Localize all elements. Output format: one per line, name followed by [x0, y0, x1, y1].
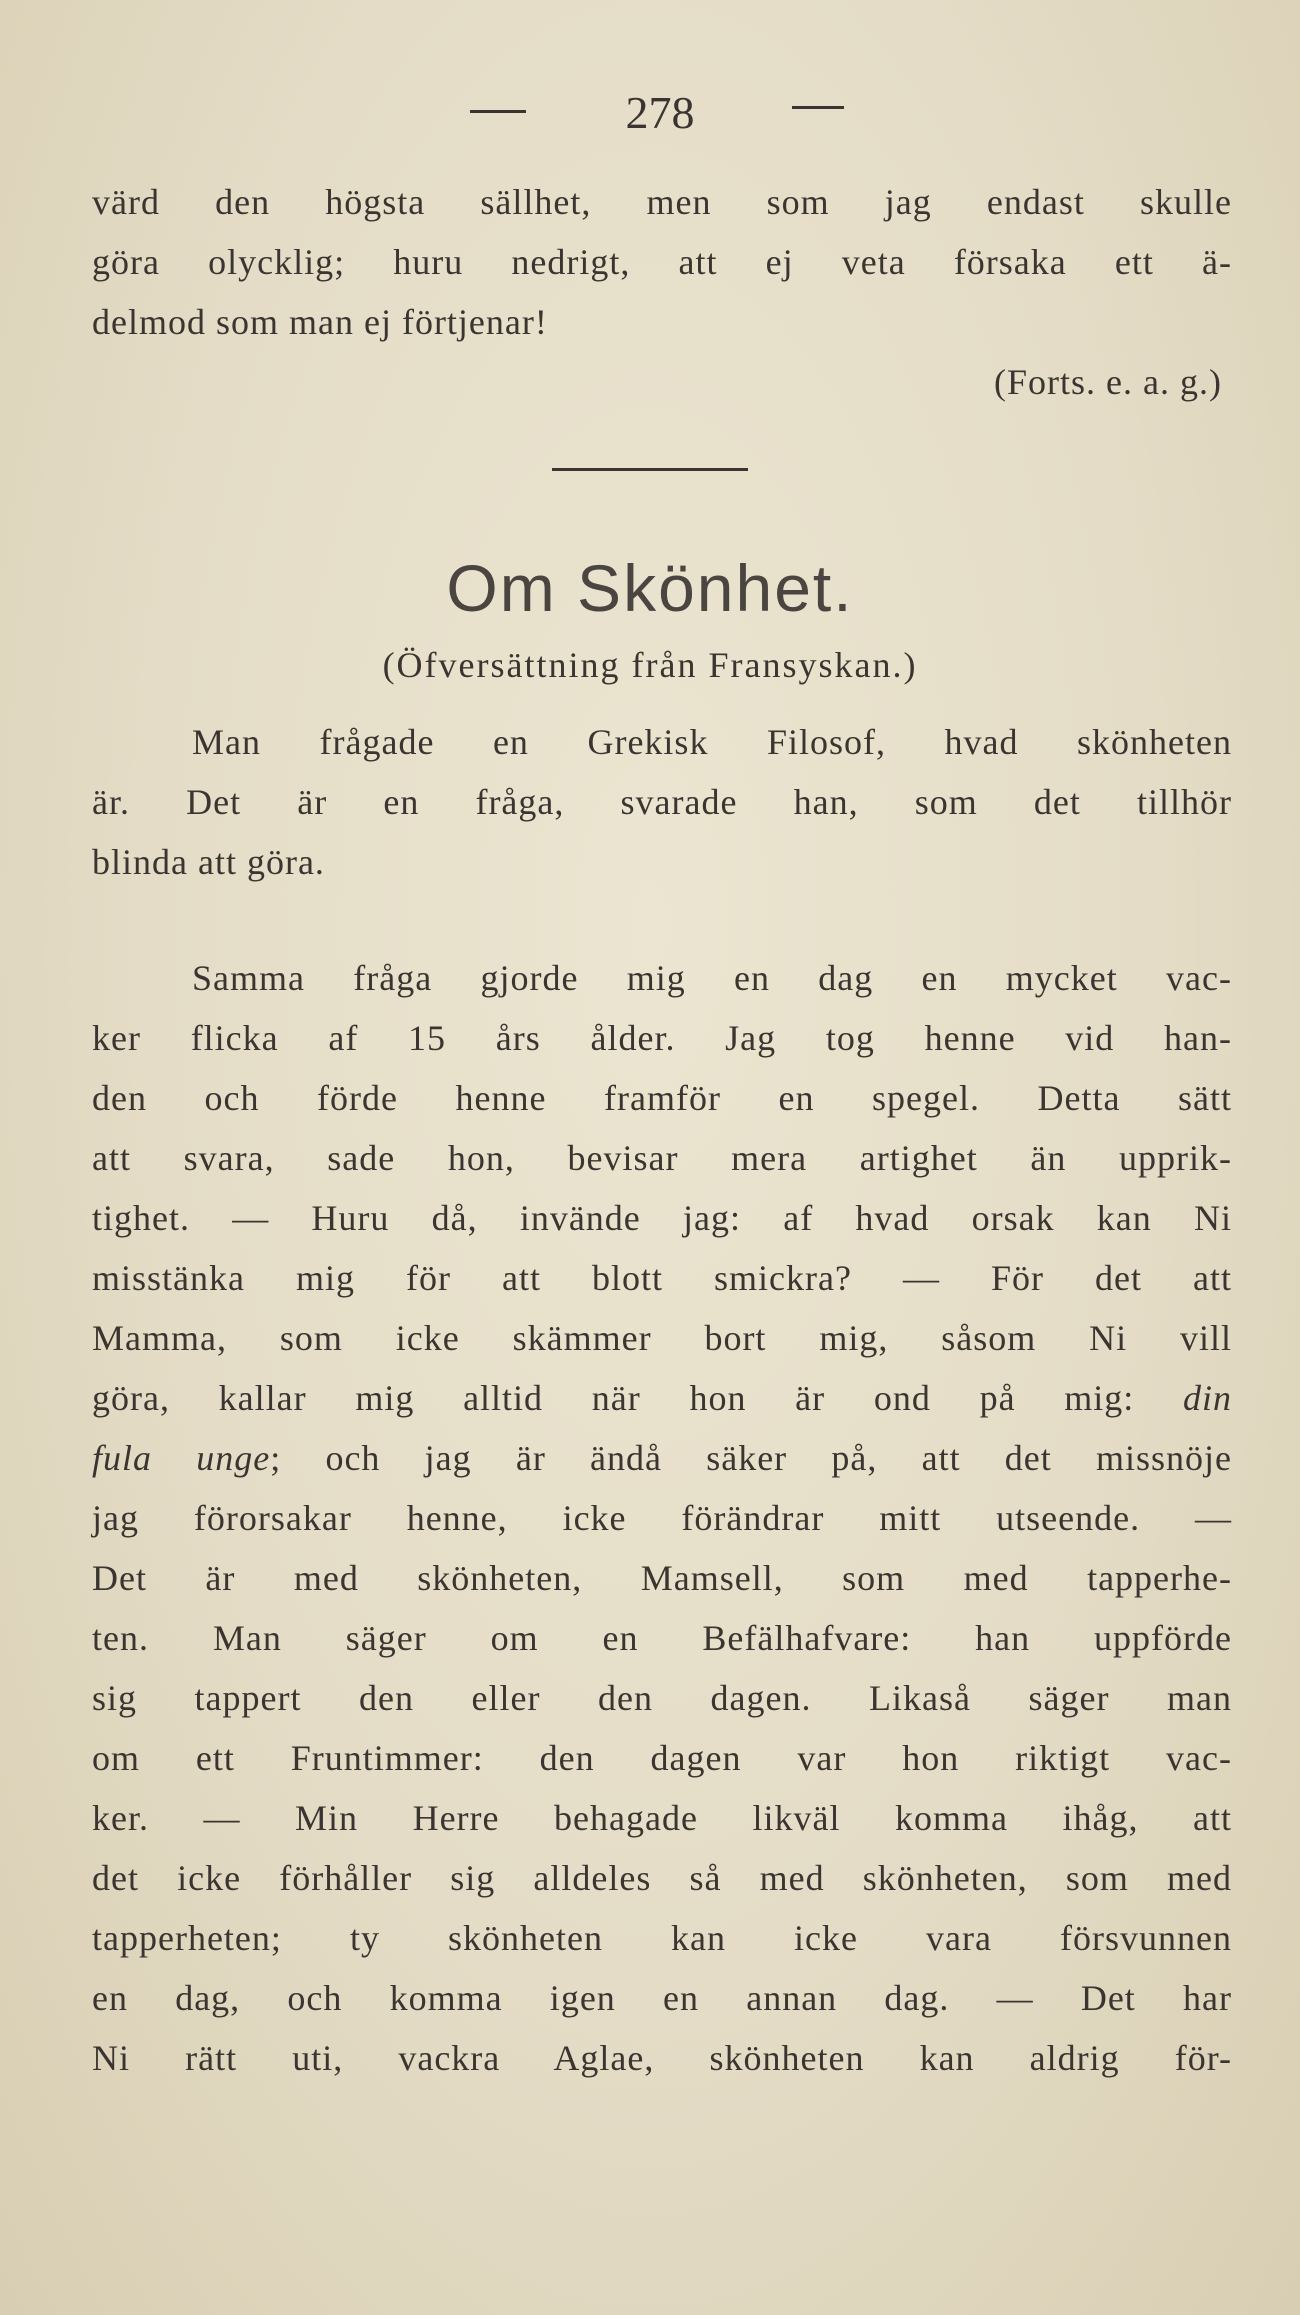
paragraph-1 [92, 712, 1232, 892]
article-subtitle: (Öfversättning från Fransyskan.) [382, 645, 918, 685]
text-line [92, 1428, 1232, 1488]
text-line: att svara, sade hon, bevisar mera artighet än upprik- [92, 1138, 1232, 1178]
text-line: Ni rätt uti, vackra Aglae, skönheten kan aldrig för- [92, 2038, 1232, 2078]
text-segment: göra, kallar mig alltid när hon är ond på mig: [92, 1378, 1135, 1418]
page-number: 278 [625, 87, 695, 138]
text-line: tighet. — Huru då, invände jag: af hvad orsak kan Ni [92, 1198, 1232, 1238]
text-line: den och förde henne framför en spegel. Detta sätt [92, 1078, 1232, 1118]
italic-phrase: din [1182, 1378, 1232, 1418]
text-line: delmod som man ej förtjenar! [92, 302, 548, 342]
header-dash-left [470, 110, 526, 113]
text-line: blinda att göra. [92, 842, 325, 882]
text-line: en dag, och komma igen en annan dag. — Det har [92, 1978, 1232, 2018]
text-line: Det är med skönheten, Mamsell, som med tapperhe- [92, 1558, 1232, 1598]
text-line: ten. Man säger om en Befälhafvare: han uppförde [92, 1618, 1232, 1658]
text-line: är. Det är en fråga, svarade han, som det tillhör [92, 782, 1232, 822]
text-line: jag förorsakar henne, icke förändrar mitt utseende. — [92, 1498, 1232, 1538]
italic-phrase: fula unge [92, 1438, 271, 1478]
section-divider [552, 468, 748, 471]
article-title: Om Skönhet. [446, 551, 854, 625]
text-line: Man frågade en Grekisk Filosof, hvad skönheten [192, 722, 1232, 762]
text-line: Samma fråga gjorde mig en dag en mycket vac- [192, 958, 1232, 998]
header-dash-right [792, 106, 844, 109]
page-header [0, 88, 1300, 138]
text-line: värd den högsta sällhet, men som jag endast skulle [92, 182, 1232, 222]
paragraph-2 [92, 948, 1232, 2088]
text-segment: ; och jag är ändå säker på, att det missnöje [270, 1438, 1233, 1478]
text-line: sig tappert den eller den dagen. Likaså säger man [92, 1678, 1232, 1718]
text-line: det icke förhåller sig alldeles så med skönheten, som med [92, 1858, 1232, 1898]
text-line: tapperheten; ty skönheten kan icke vara försvunnen [92, 1918, 1232, 1958]
text-line: Mamma, som icke skämmer bort mig, såsom Ni vill [92, 1318, 1232, 1358]
text-line: misstänka mig för att blott smickra? — För det att [92, 1258, 1232, 1298]
text-line: ker flicka af 15 års ålder. Jag tog henne vid han- [92, 1018, 1232, 1058]
text-line: om ett Fruntimmer: den dagen var hon riktigt vac- [92, 1738, 1232, 1778]
text-line [92, 1368, 1232, 1428]
text-line: ker. — Min Herre behagade likväl komma ihåg, att [92, 1798, 1232, 1838]
continuation-note: (Forts. e. a. g.) [994, 362, 1222, 402]
continuation-paragraph [92, 172, 1232, 412]
text-line: göra olycklig; huru nedrigt, att ej veta försaka ett ä- [92, 242, 1232, 282]
